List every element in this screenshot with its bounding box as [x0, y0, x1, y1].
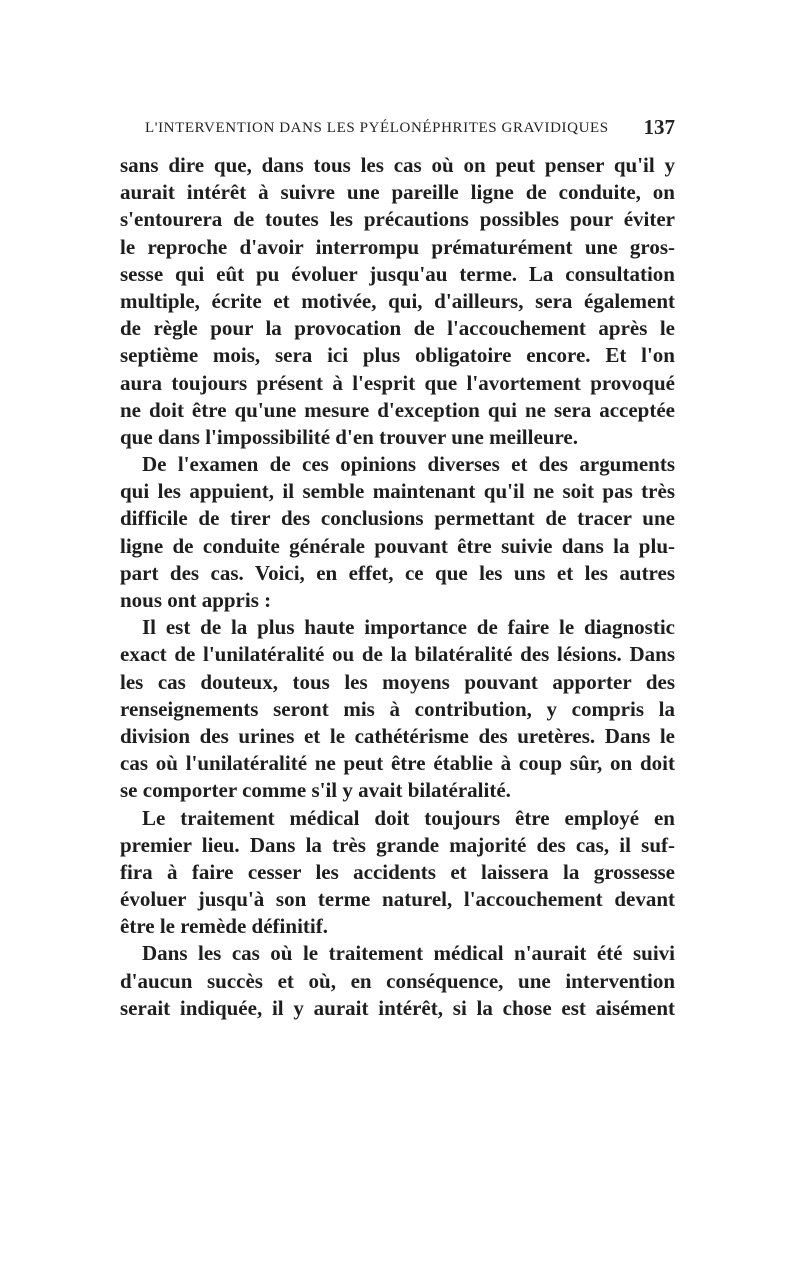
text-line: De l'examen de ces opinions diverses et des arguments — [142, 452, 675, 477]
paragraph — [120, 152, 675, 451]
text-line: renseignements seront mis à contribution, y compris la — [120, 696, 675, 721]
text-line: fira à faire cesser les accidents et laissera la grossesse — [120, 859, 675, 884]
text-line: d'aucun succès et où, en conséquence, une intervention — [120, 968, 675, 993]
text-line: Il est de la plus haute importance de faire le diagnostic — [142, 615, 675, 640]
text-line: sans dire que, dans tous les cas où on peut penser qu'il y — [120, 153, 675, 177]
paragraph — [120, 451, 675, 614]
text-line: s'entourera de toutes les précautions possibles pour éviter — [120, 207, 675, 232]
text-line: aurait intérêt à suivre une pareille ligne de conduite, on — [120, 180, 675, 205]
text-line: cas où l'unilatéralité ne peut être établie à coup sûr, on doit — [120, 751, 675, 776]
text-line: serait indiquée, il y aurait intérêt, si la chose est aisément — [120, 995, 675, 1020]
paragraph — [120, 805, 675, 941]
running-title: L'INTERVENTION DANS LES PYÉLONÉPHRITES GRAVIDIQUES — [145, 120, 609, 136]
text-line: les cas douteux, tous les moyens pouvant apporter des — [120, 669, 675, 694]
text-line: ne doit être qu'une mesure d'exception qui ne sera acceptée — [120, 397, 675, 422]
running-head — [145, 115, 675, 142]
text-line: évoluer jusqu'à son terme naturel, l'accouchement devant — [120, 887, 675, 912]
text-line: part des cas. Voici, en effet, ce que les uns et les autres — [120, 560, 675, 585]
page-number: 137 — [643, 115, 675, 139]
paragraph — [120, 940, 675, 1022]
text-line: se comporter comme s'il y avait bilatéralité. — [120, 778, 511, 803]
text-line: sesse qui eût pu évoluer jusqu'au terme. La consultation — [120, 261, 675, 286]
text-line: le reproche d'avoir interrompu prématurément une gros- — [120, 234, 675, 259]
text-line: multiple, écrite et motivée, qui, d'ailleurs, sera également — [120, 288, 675, 313]
body-text — [120, 152, 675, 1022]
text-line: être le remède définitif. — [120, 914, 328, 939]
text-line: ligne de conduite générale pouvant être suivie dans la plu- — [120, 533, 675, 558]
paragraph — [120, 614, 675, 804]
text-line: exact de l'unilatéralité ou de la bilatéralité des lésions. Dans — [120, 642, 675, 667]
text-line: Dans les cas où le traitement médical n'aurait été suivi — [142, 941, 675, 966]
text-line: qui les appuient, il semble maintenant qu'il ne soit pas très — [120, 479, 675, 504]
text-line: septième mois, sera ici plus obligatoire encore. Et l'on — [120, 343, 675, 368]
text-line: premier lieu. Dans la très grande majorité des cas, il suf- — [120, 832, 675, 857]
text-line: division des urines et le cathétérisme des uretères. Dans le — [120, 723, 675, 748]
text-line: Le traitement médical doit toujours être employé en — [142, 805, 675, 830]
text-line: nous ont appris : — [120, 588, 272, 612]
text-line: de règle pour la provocation de l'accouchement après le — [120, 316, 675, 341]
text-line: difficile de tirer des conclusions permettant de tracer une — [120, 506, 675, 531]
text-line: que dans l'impossibilité d'en trouver une meilleure. — [120, 424, 578, 449]
text-line: aura toujours présent à l'esprit que l'avortement provoqué — [120, 370, 675, 395]
